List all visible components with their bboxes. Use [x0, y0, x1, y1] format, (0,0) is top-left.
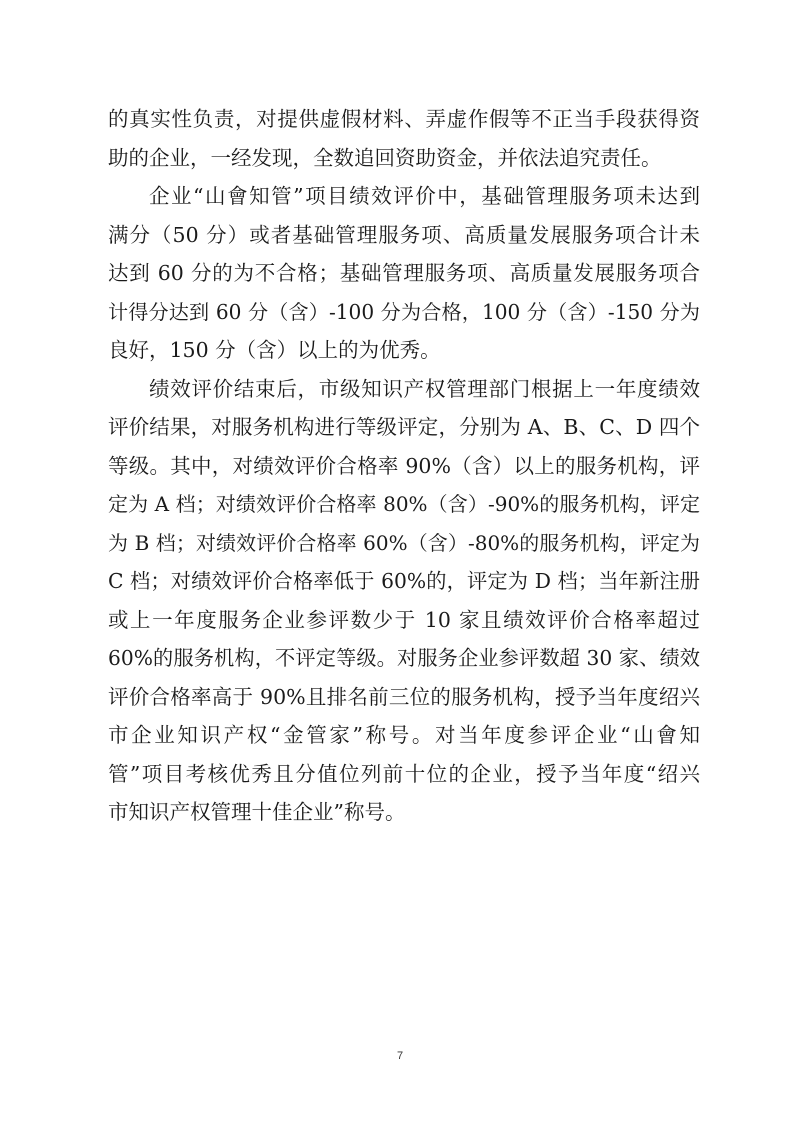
paragraph-line: 评价合格率高于 90%且排名前三位的服务机构，授予当年度绍兴	[108, 684, 700, 709]
paragraph-performance-scoring	[108, 177, 700, 370]
paragraph-line: 助的企业，一经发现，全数追回资助资金，并依法追究责任。	[108, 145, 662, 170]
paragraph-line: 达到 60 分的为不合格；基础管理服务项、高质量发展服务项合	[108, 261, 700, 285]
paragraph-line: 计得分达到 60 分（含）-100 分为合格，100 分（含）-150 分为	[108, 299, 700, 324]
paragraph-line: 评价结果，对服务机构进行等级评定，分别为 A、B、C、D 四个	[108, 415, 700, 439]
paragraph-line: 市知识产权管理十佳企业”称号。	[108, 800, 406, 824]
paragraph-line: 为 B 档；对绩效评价合格率 60%（含）-80%的服务机构，评定为	[108, 530, 700, 555]
paragraph-grading-rules	[108, 370, 700, 832]
page-number: 7	[396, 1050, 404, 1062]
paragraph-line: 60%的服务机构，不评定等级。对服务企业参评数超 30 家、绩效	[108, 646, 700, 670]
paragraph-line: C 档；对绩效评价合格率低于 60%的，评定为 D 档；当年新注册	[108, 569, 700, 593]
document-body	[108, 100, 700, 832]
paragraph-funding-liability	[108, 100, 700, 177]
paragraph-line: 满分（50 分）或者基础管理服务项、高质量发展服务项合计未	[108, 222, 700, 247]
paragraph-line: 良好，150 分（含）以上的为优秀。	[108, 338, 441, 362]
paragraph-line: 绩效评价结束后，市级知识产权管理部门根据上一年度绩效	[149, 376, 700, 401]
paragraph-line: 或上一年度服务企业参评数少于 10 家且绩效评价合格率超过	[108, 607, 700, 632]
paragraph-line: 定为 A 档；对绩效评价合格率 80%（含）-90%的服务机构，评定	[108, 492, 700, 516]
paragraph-line: 等级。其中，对绩效评价合格率 90%（含）以上的服务机构，评	[108, 453, 700, 478]
paragraph-line: 企业“山會知管”项目绩效评价中，基础管理服务项未达到	[149, 184, 700, 208]
paragraph-line: 的真实性负责，对提供虚假材料、弄虚作假等不正当手段获得资	[108, 107, 700, 131]
paragraph-line: 市企业知识产权“金管家”称号。对当年度参评企业“山會知	[108, 723, 700, 747]
paragraph-line: 管”项目考核优秀且分值位列前十位的企业，授予当年度“绍兴	[108, 761, 700, 786]
